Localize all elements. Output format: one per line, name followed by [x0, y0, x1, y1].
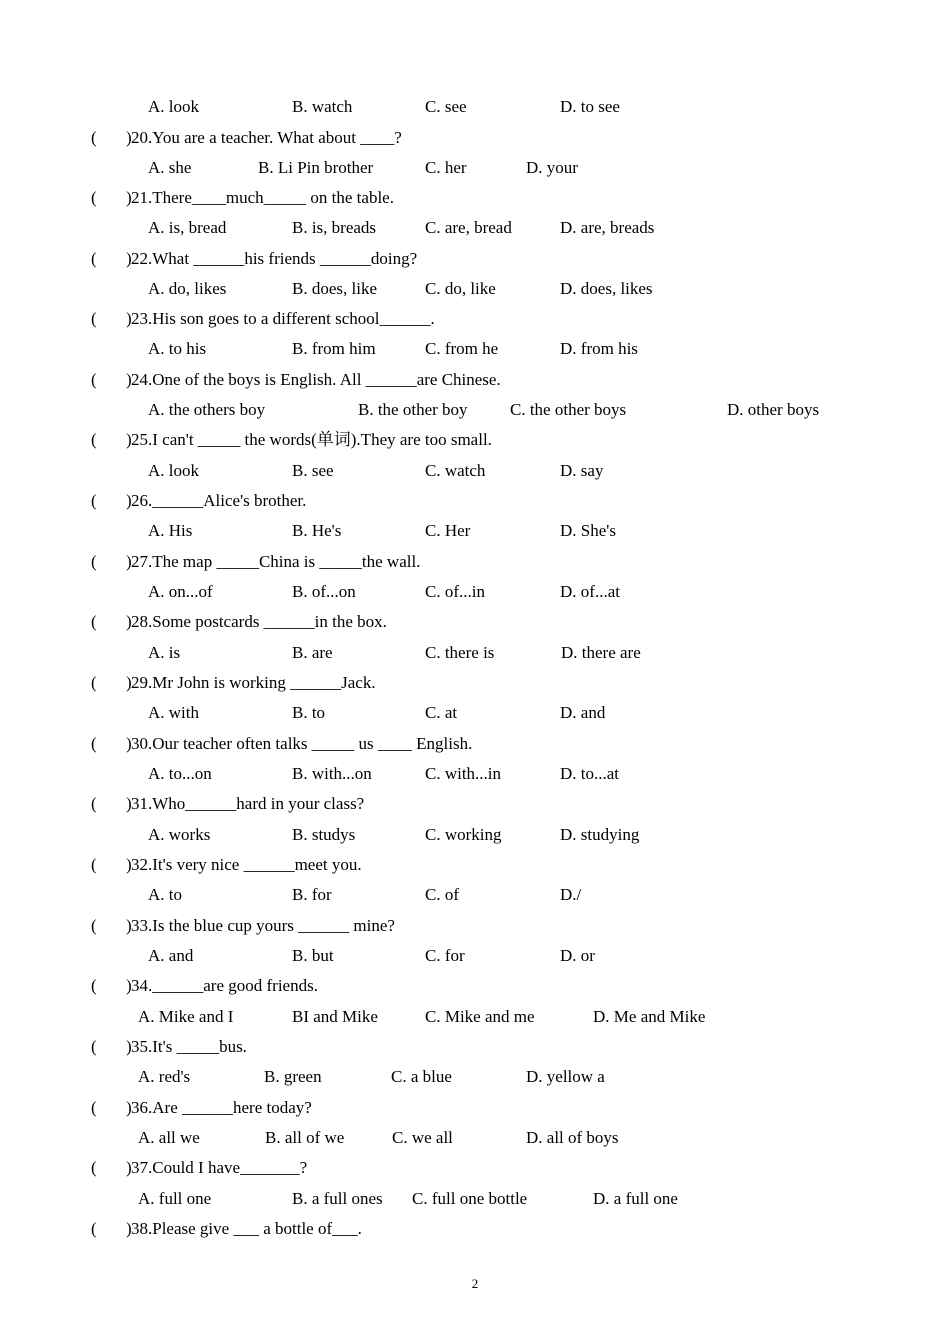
option-d: D./ — [560, 885, 582, 904]
answer-paren-close: ) — [126, 309, 132, 328]
question-number-value: 29 — [131, 673, 148, 692]
option-d: D. Me and Mike — [593, 1007, 706, 1026]
option-c: C. working — [425, 825, 502, 844]
answer-paren-open: ( — [91, 430, 97, 449]
option-c: C. of — [425, 885, 459, 904]
option-a: A. to his — [148, 339, 207, 358]
question-number-value: 27 — [131, 552, 148, 571]
answer-paren-open: ( — [91, 916, 97, 935]
option-b: B. to — [292, 703, 326, 722]
answer-paren-close: ) — [126, 370, 132, 389]
option-a: A. do, likes — [148, 279, 227, 298]
question-number: 23.His son goes to a different school______. — [131, 309, 435, 328]
answer-paren-close: ) — [126, 1037, 132, 1056]
option-b: B. for — [292, 885, 332, 904]
question-number: 36.Are ______here today? — [131, 1098, 312, 1117]
option-b: B. is, breads — [292, 218, 377, 237]
option-b: B. does, like — [292, 279, 377, 298]
option-b: B. from him — [292, 339, 376, 358]
option-a: A. red's — [138, 1067, 191, 1086]
option-a: A. on...of — [148, 582, 213, 601]
answer-paren-open: ( — [91, 188, 97, 207]
answer-paren-open: ( — [91, 612, 97, 631]
answer-paren-close: ) — [126, 976, 132, 995]
option-c: C. Her — [425, 521, 471, 540]
question-number: 27.The map _____China is _____the wall. — [131, 552, 421, 571]
question-number-value: 20 — [131, 128, 148, 147]
answer-paren-open: ( — [91, 491, 97, 510]
option-b: B. but — [292, 946, 334, 965]
question-text: Our teacher often talks _____ us ____ English. — [152, 734, 473, 753]
option-d: D. and — [560, 703, 606, 722]
answer-paren-open: ( — [91, 734, 97, 753]
option-a: A. is, bread — [148, 218, 227, 237]
option-b: B. are — [292, 643, 333, 662]
question-text: Mr John is working ______Jack. — [152, 673, 376, 692]
question-number-value: 21 — [131, 188, 148, 207]
question-text: Could I have_______? — [152, 1158, 308, 1177]
question-number: 31.Who______hard in your class? — [131, 794, 365, 813]
option-b: B. watch — [292, 97, 353, 116]
option-c: C. do, like — [425, 279, 496, 298]
question-text: His son goes to a different school______. — [152, 309, 435, 328]
question-number-value: 28 — [131, 612, 148, 631]
question-number: 32.It's very nice ______meet you. — [131, 855, 362, 874]
question-number-value: 38 — [131, 1219, 148, 1238]
answer-paren-close: ) — [126, 1219, 132, 1238]
answer-paren-close: ) — [126, 249, 132, 268]
question-text: ______are good friends. — [152, 976, 318, 995]
question-text: Some postcards ______in the box. — [152, 612, 387, 631]
answer-paren-open: ( — [91, 1219, 97, 1238]
option-c: C. watch — [425, 461, 486, 480]
option-c: C. see — [425, 97, 467, 116]
question-text: One of the boys is English. All ______are Chinese. — [152, 370, 501, 389]
question-number-value: 22 — [131, 249, 148, 268]
answer-paren-open: ( — [91, 794, 97, 813]
option-a: A. and — [148, 946, 194, 965]
option-a: A. to — [148, 885, 182, 904]
option-d: D. She's — [560, 521, 616, 540]
option-c: C. from he — [425, 339, 499, 358]
question-number: 24.One of the boys is English. All ______are Chinese. — [131, 370, 501, 389]
question-number: 37.Could I have_______? — [131, 1158, 308, 1177]
question-number: 29.Mr John is working ______Jack. — [131, 673, 376, 692]
option-c: C. at — [425, 703, 458, 722]
answer-paren-open: ( — [91, 309, 97, 328]
option-d: D. say — [560, 461, 604, 480]
option-a: A. Mike and I — [138, 1007, 234, 1026]
question-number: 28.Some postcards ______in the box. — [131, 612, 387, 631]
option-b: B. Li Pin brother — [258, 158, 374, 177]
option-c: C. Mike and me — [425, 1007, 535, 1026]
option-c: C. there is — [425, 643, 495, 662]
option-b: B. studys — [292, 825, 356, 844]
answer-paren-open: ( — [91, 370, 97, 389]
option-d: D. all of boys — [526, 1128, 619, 1147]
question-number-value: 36 — [131, 1098, 148, 1117]
answer-paren-open: ( — [91, 249, 97, 268]
question-text: It's _____bus. — [152, 1037, 247, 1056]
option-a: A. full one — [138, 1189, 212, 1208]
question-number-value: 24 — [131, 370, 148, 389]
answer-paren-close: ) — [126, 916, 132, 935]
question-number: 22.What ______his friends ______doing? — [131, 249, 418, 268]
question-number: 33.Is the blue cup yours ______ mine? — [131, 916, 395, 935]
answer-paren-close: ) — [126, 734, 132, 753]
option-d: D. does, likes — [560, 279, 653, 298]
question-text: I can't _____ the words(单词).They are too small. — [152, 430, 492, 449]
question-text: It's very nice ______meet you. — [152, 855, 362, 874]
option-d: D. there are — [561, 643, 641, 662]
option-b: B. with...on — [292, 764, 372, 783]
option-a: A. with — [148, 703, 199, 722]
option-d: D. from his — [560, 339, 638, 358]
answer-paren-open: ( — [91, 128, 97, 147]
option-d: D. to...at — [560, 764, 620, 783]
option-d: D. are, breads — [560, 218, 655, 237]
option-c: C. the other boys — [510, 400, 627, 419]
option-d: D. or — [560, 946, 595, 965]
option-d: D. to see — [560, 97, 620, 116]
question-text: Who______hard in your class? — [152, 794, 365, 813]
answer-paren-close: ) — [126, 128, 132, 147]
page-number: 2 — [471, 1276, 479, 1291]
answer-paren-open: ( — [91, 673, 97, 692]
question-number-value: 35 — [131, 1037, 148, 1056]
option-d: D. of...at — [560, 582, 620, 601]
option-b: B. see — [292, 461, 334, 480]
option-c: C. for — [425, 946, 465, 965]
answer-paren-open: ( — [91, 1037, 97, 1056]
option-c: C. with...in — [425, 764, 502, 783]
option-c: C. we all — [392, 1128, 453, 1147]
question-number: 38.Please give ___ a bottle of___. — [131, 1219, 362, 1238]
question-number-value: 30 — [131, 734, 148, 753]
answer-paren-close: ) — [126, 794, 132, 813]
option-a: A. His — [148, 521, 193, 540]
answer-paren-open: ( — [91, 976, 97, 995]
answer-paren-open: ( — [91, 1098, 97, 1117]
option-b: B. the other boy — [358, 400, 468, 419]
answer-paren-close: ) — [126, 855, 132, 874]
question-number-value: 26 — [131, 491, 148, 510]
option-c: C. a blue — [391, 1067, 452, 1086]
question-number: 25.I can't _____ the words(单词).They are too small. — [131, 430, 492, 449]
answer-paren-close: ) — [126, 430, 132, 449]
question-text: ______Alice's brother. — [152, 491, 307, 510]
question-number-value: 31 — [131, 794, 148, 813]
answer-paren-open: ( — [91, 855, 97, 874]
option-b: B. all of we — [265, 1128, 345, 1147]
option-a: A. she — [148, 158, 192, 177]
option-a: A. look — [148, 97, 199, 116]
option-d: D. your — [526, 158, 578, 177]
question-number-value: 37 — [131, 1158, 148, 1177]
question-number: 34.______are good friends. — [131, 976, 318, 995]
question-number: 21.There____much_____ on the table. — [131, 188, 394, 207]
answer-paren-close: ) — [126, 552, 132, 571]
question-number: 30.Our teacher often talks _____ us ____ English. — [131, 734, 473, 753]
question-text: The map _____China is _____the wall. — [152, 552, 421, 571]
option-b: B. green — [264, 1067, 322, 1086]
question-number-value: 34 — [131, 976, 148, 995]
question-number: 35.It's _____bus. — [131, 1037, 247, 1056]
question-text: What ______his friends ______doing? — [152, 249, 418, 268]
option-b: B. a full ones — [292, 1189, 383, 1208]
option-d: D. studying — [560, 825, 640, 844]
answer-paren-close: ) — [126, 491, 132, 510]
option-d: D. other boys — [727, 400, 820, 419]
answer-paren-open: ( — [91, 1158, 97, 1177]
option-a: A. is — [148, 643, 181, 662]
question-number-value: 23 — [131, 309, 148, 328]
option-d: D. yellow a — [526, 1067, 605, 1086]
question-number-value: 25 — [131, 430, 148, 449]
option-d: D. a full one — [593, 1189, 678, 1208]
question-number-value: 33 — [131, 916, 148, 935]
option-a: A. works — [148, 825, 211, 844]
option-a: A. all we — [138, 1128, 200, 1147]
option-c: C. are, bread — [425, 218, 512, 237]
option-b: BI and Mike — [292, 1007, 378, 1026]
answer-paren-close: ) — [126, 188, 132, 207]
answer-paren-close: ) — [126, 612, 132, 631]
question-number: 26.______Alice's brother. — [131, 491, 307, 510]
option-c: C. of...in — [425, 582, 485, 601]
question-text: Please give ___ a bottle of___. — [152, 1219, 362, 1238]
option-a: A. look — [148, 461, 199, 480]
option-a: A. to...on — [148, 764, 212, 783]
option-a: A. the others boy — [148, 400, 266, 419]
question-text: Is the blue cup yours ______ mine? — [152, 916, 395, 935]
question-number: 20.You are a teacher. What about ____? — [131, 128, 402, 147]
option-c: C. her — [425, 158, 467, 177]
option-c: C. full one bottle — [412, 1189, 528, 1208]
answer-paren-open: ( — [91, 552, 97, 571]
question-text: Are ______here today? — [152, 1098, 312, 1117]
answer-paren-close: ) — [126, 1098, 132, 1117]
option-b: B. of...on — [292, 582, 356, 601]
question-number-value: 32 — [131, 855, 148, 874]
option-b: B. He's — [292, 521, 342, 540]
answer-paren-close: ) — [126, 1158, 132, 1177]
question-text: You are a teacher. What about ____? — [152, 128, 402, 147]
answer-paren-close: ) — [126, 673, 132, 692]
question-text: There____much_____ on the table. — [152, 188, 394, 207]
